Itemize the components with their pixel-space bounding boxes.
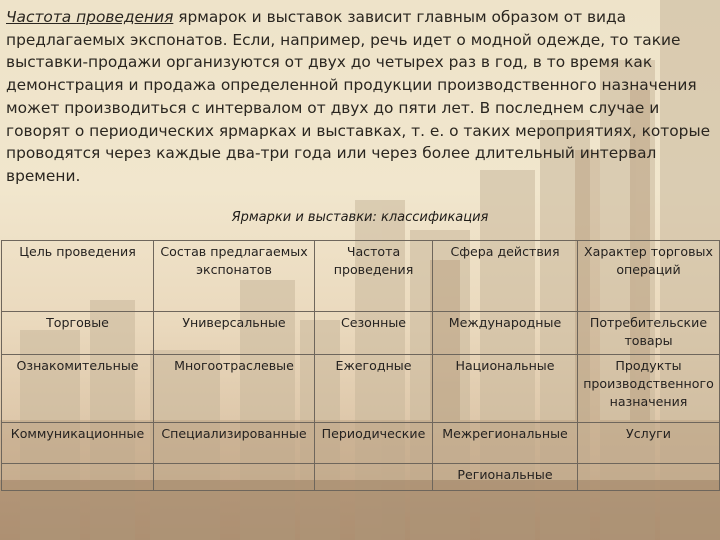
table-row [2, 464, 720, 491]
table-cell [578, 464, 720, 491]
table-cell: Международные [433, 312, 578, 355]
intro-lead-term: Частота проведения [6, 8, 174, 26]
header-cell: Сфера действия [433, 241, 578, 312]
table-cell: Потребительские товары [578, 312, 720, 355]
header-cell: Характер торговых операций [578, 241, 720, 312]
header-cell: Состав предлагаемых экспонатов [154, 241, 315, 312]
table-caption: Ярмарки и выставки: классификация [231, 210, 489, 225]
table-cell: Многоотраслевые [154, 355, 315, 423]
table-cell: Национальные [433, 355, 578, 423]
table-cell: Региональные [433, 464, 578, 491]
table-cell: Ознакомительные [2, 355, 154, 423]
table-cell: Универсальные [154, 312, 315, 355]
table-cell: Межрегиональные [433, 423, 578, 464]
intro-text: ярмарок и выставок зависит главным образом от вида предлагаемых экспонатов. Если, например, речь идет о модной одежде, то такие выставки-продажи организуются от двух до четырех раз в год, в то время как демонстрация и продажа определенной продукции производственного назначения может производиться с интервалом от двух до пяти лет. В последнем случае и говорят о периодических ярмарках и выставках, т. е. о таких мероприятиях, которые проводятся через каждые два-три года или через более длительный интервал времени. [6, 8, 711, 185]
header-cell: Частота проведения [315, 241, 433, 312]
intro-paragraph [6, 6, 714, 188]
table-cell: Продукты производственного назначения [578, 355, 720, 423]
table-header-row [2, 241, 720, 312]
table-row [2, 423, 720, 464]
table-cell: Услуги [578, 423, 720, 464]
table-cell [315, 464, 433, 491]
classification-table [1, 240, 720, 491]
table-cell [154, 464, 315, 491]
table-cell: Специализированные [154, 423, 315, 464]
table-cell [2, 464, 154, 491]
table-row [2, 312, 720, 355]
table-cell: Ежегодные [315, 355, 433, 423]
table-cell: Периодические [315, 423, 433, 464]
table-row [2, 355, 720, 423]
header-cell: Цель проведения [2, 241, 154, 312]
table-cell: Торговые [2, 312, 154, 355]
table-cell: Коммуникационные [2, 423, 154, 464]
table-cell: Сезонные [315, 312, 433, 355]
